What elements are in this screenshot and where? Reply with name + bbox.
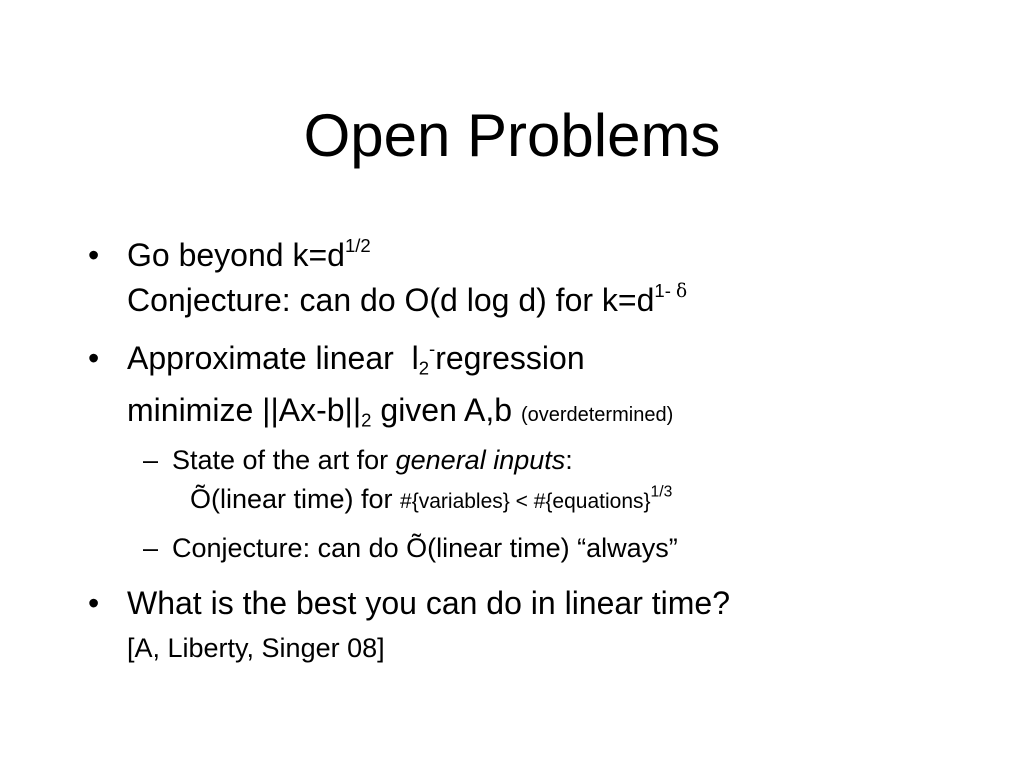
bullet-marker: •: [88, 340, 100, 376]
minimize-text: minimize ||Ax-b||: [127, 392, 362, 428]
dash-marker: –: [143, 533, 159, 563]
bullet-marker: •: [88, 237, 100, 273]
subitem-1-line-2: [190, 483, 672, 518]
bullet-2-text-end: regression: [435, 340, 585, 376]
conjecture-text: Conjecture: can do O(d log d) for k=d: [127, 282, 655, 318]
bullet-3-line-2: [127, 632, 385, 664]
bullet-1-text: Go beyond k=d: [127, 237, 345, 273]
conjecture-always-text: Conjecture: can do Õ(linear time) “always”: [172, 533, 678, 563]
bullet-3-text: What is the best you can do in linear time?: [127, 585, 730, 621]
slide-title: Open Problems: [303, 102, 721, 169]
colon: :: [565, 445, 573, 475]
state-of-art-text: State of the art for: [172, 445, 396, 475]
bullet-marker: •: [88, 585, 100, 621]
bullet-1-line-1: [127, 236, 371, 274]
dash-marker: –: [143, 445, 159, 475]
exponent: 1/2: [344, 235, 371, 257]
bullet-2-line-2: [127, 391, 673, 434]
superscript: -: [429, 338, 436, 360]
general-inputs-text: general inputs: [395, 445, 566, 475]
citation-text: [A, Liberty, Singer 08]: [127, 633, 385, 663]
delta-symbol: δ: [676, 281, 688, 303]
exponent: 1-: [654, 280, 677, 302]
linear-time-text: Õ(linear time) for: [190, 484, 401, 514]
exponent: 1/3: [650, 483, 673, 501]
bullet-2-line-1: [127, 339, 585, 377]
overdetermined-note: (overdetermined): [520, 404, 674, 426]
variables-equations-text: #{variables} < #{equations}: [400, 490, 651, 513]
bullet-1-line-2: [127, 281, 687, 319]
subscript: 2: [361, 409, 372, 431]
bullet-3-line-1: [127, 584, 730, 622]
subitem-1-line-1: [172, 444, 573, 476]
subscript: 2: [418, 357, 430, 379]
bullet-2-text: Approximate linear l: [127, 340, 419, 376]
subitem-2-line-1: [172, 532, 678, 564]
given-text: given A,b: [371, 392, 521, 428]
